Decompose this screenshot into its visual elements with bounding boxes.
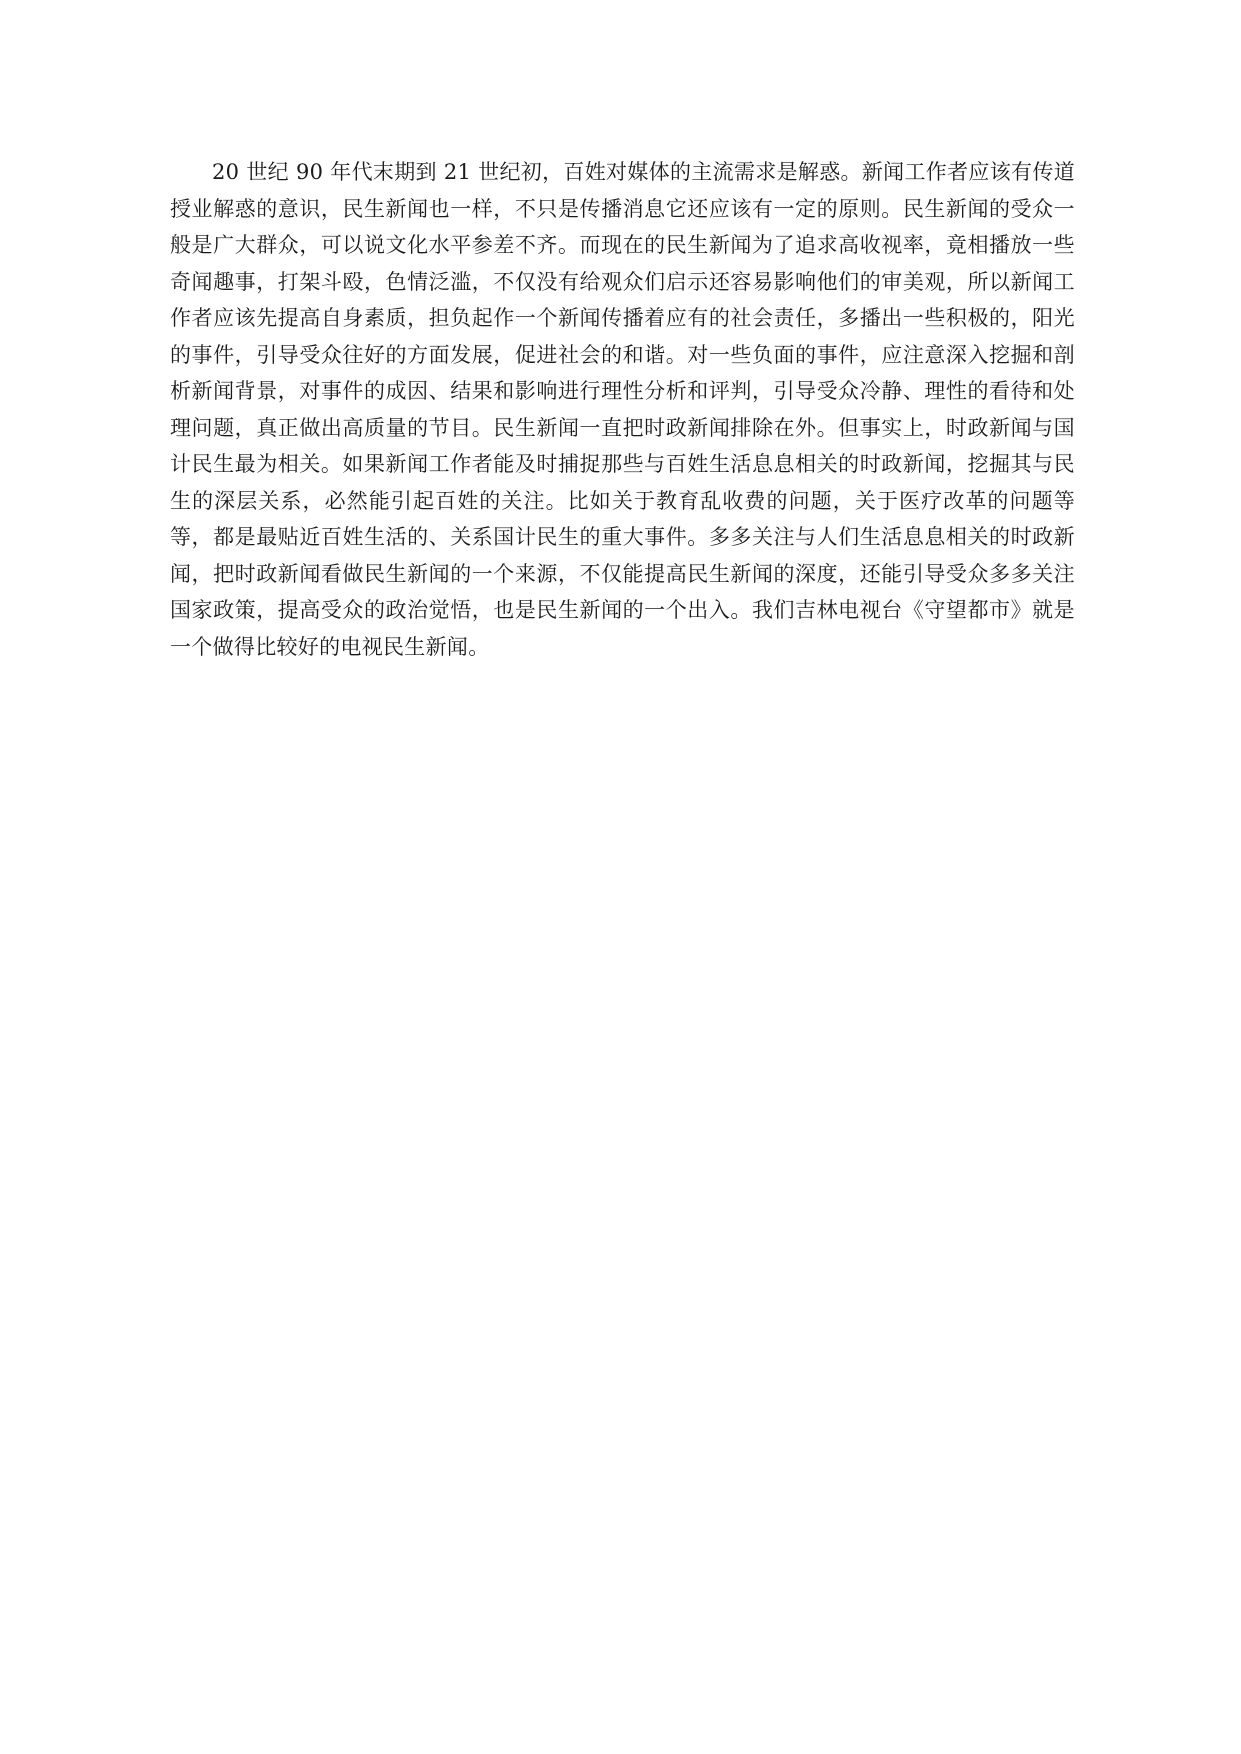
document-page: [170, 154, 1075, 665]
paragraph-1: 20 世纪 90 年代末期到 21 世纪初，百姓对媒体的主流需求是解惑。新闻工作者应该有传道授业解惑的意识，民生新闻也一样，不只是传播消息它还应该有一定的原则。民生新闻的受众一般是广大群众，可以说文化水平参差不齐。而现在的民生新闻为了追求高收视率，竟相播放一些奇闻趣事，打架斗殴，色情泛滥，不仅没有给观众们启示还容易影响他们的审美观，所以新闻工作者应该先提高自身素质，担负起作一个新闻传播着应有的社会责任，多播出一些积极的，阳光的事件，引导受众往好的方面发展，促进社会的和谐。对一些负面的事件，应注意深入挖掘和剖析新闻背景，对事件的成因、结果和影响进行理性分析和评判，引导受众冷静、理性的看待和处理问题，真正做出高质量的节目。民生新闻一直把时政新闻排除在外。但事实上，时政新闻与国计民生最为相关。如果新闻工作者能及时捕捉那些与百姓生活息息相关的时政新闻，挖掘其与民生的深层关系，必然能引起百姓的关注。比如关于教育乱收费的问题，关于医疗改革的问题等等，都是最贴近百姓生活的、关系国计民生的重大事件。多多关注与人们生活息息相关的时政新闻，把时政新闻看做民生新闻的一个来源，不仅能提高民生新闻的深度，还能引导受众多多关注国家政策，提高受众的政治觉悟，也是民生新闻的一个出入。我们吉林电视台《守望都市》就是一个做得比较好的电视民生新闻。: [170, 160, 1075, 659]
